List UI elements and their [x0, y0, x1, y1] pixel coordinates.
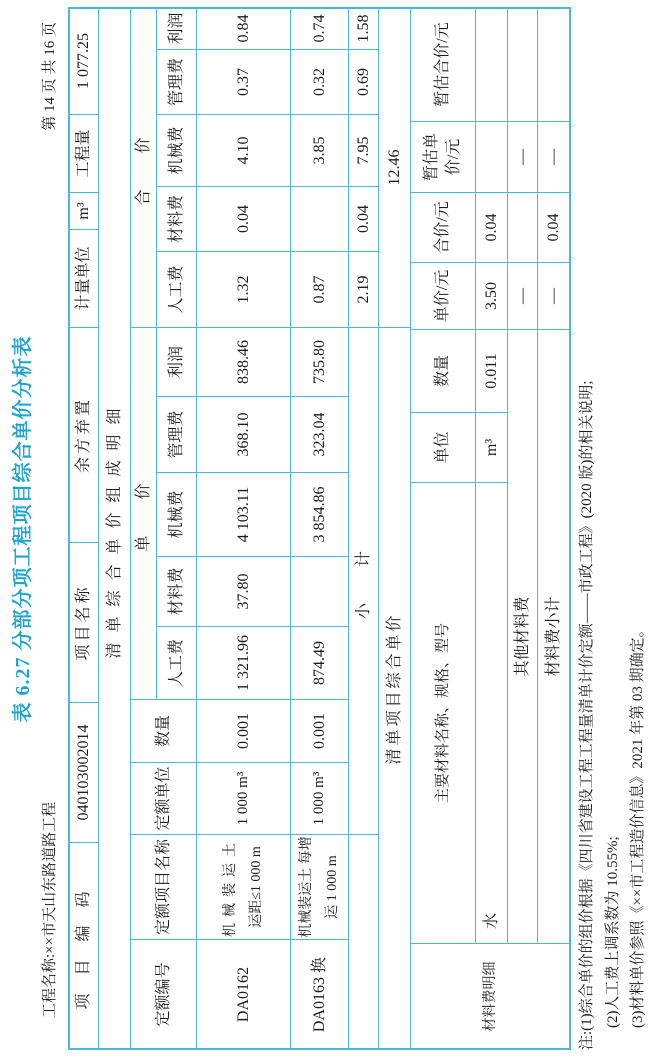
row1-qty: 0.001 — [196, 699, 291, 763]
subtotal-material: 0.04 — [348, 186, 379, 252]
row1-up-labor: 1 321.96 — [196, 626, 291, 700]
mat-item-unit-price: 3.50 — [475, 262, 508, 330]
mat-item-name: 水 — [475, 482, 508, 944]
col-qty: 数量 — [130, 699, 197, 763]
mat-col-est-total: 暂估合价/元 — [410, 7, 476, 122]
note-2: (2)人工费上调系数为 10.55%; — [605, 836, 621, 1028]
row1-quota-unit: 1 000 m³ — [196, 762, 291, 835]
mat-subtotal-unit-price: — — [537, 262, 571, 330]
row2-up-profit: 735.80 — [290, 327, 349, 397]
row2-tp-machine: 3.85 — [290, 114, 349, 187]
project-name-value: 余方弃置 — [68, 327, 99, 543]
list-price-value: 12.46 — [378, 7, 411, 328]
row2-quota-no: DA0163 换 — [290, 939, 349, 1050]
mat-item-est-total — [475, 7, 508, 122]
mat-subtotal-label: 材料费小计 — [537, 329, 571, 944]
row2-up-material — [290, 556, 349, 627]
mat-col-unit: 单位 — [410, 412, 476, 483]
col-up-profit: 利润 — [156, 327, 197, 397]
mat-col-unit-price: 单价/元 — [410, 262, 476, 330]
row2-name-line2: 运 1 000 m — [324, 855, 340, 919]
row1-up-profit: 838.46 — [196, 327, 291, 397]
list-price-label: 清单项目综合单价 — [378, 327, 411, 1050]
mat-other-total — [507, 192, 538, 263]
mat-other-est-total — [507, 7, 538, 122]
row1-quota-name — [196, 834, 291, 940]
row2-tp-profit: 0.74 — [290, 7, 349, 50]
row1-up-overhead: 368.10 — [196, 396, 291, 473]
subtotal-machine: 7.95 — [348, 114, 379, 187]
col-quota-no: 定额编号 — [130, 939, 197, 1050]
measure-unit-value: m³ — [68, 192, 99, 230]
note-3: (3)材料单价参照《××市工程造价信息》2021 年第 03 期确定。 — [630, 622, 646, 1028]
subtotal-labor: 2.19 — [348, 251, 379, 328]
col-quota-unit: 定额单位 — [130, 762, 197, 835]
col-quota-name: 定额项目名称 — [130, 834, 197, 940]
project-name-line: 工程名称:××市天山东路道路工程 — [42, 801, 58, 1018]
mat-col-name: 主要材料名称、规格、型号 — [410, 482, 476, 944]
row1-up-material: 37.80 — [196, 556, 291, 627]
row2-tp-overhead: 0.32 — [290, 49, 349, 115]
subtotal-profit: 1.58 — [348, 7, 379, 50]
mat-other-est-unit: — — [507, 121, 538, 193]
mat-item-total: 0.04 — [475, 192, 508, 263]
table-title: 表 6.27 分部分项工程项目综合单价分析表 — [12, 335, 34, 723]
row1-tp-labor: 1.32 — [196, 251, 291, 328]
mat-subtotal-total: 0.04 — [537, 192, 571, 263]
row1-quota-no: DA0162 — [196, 939, 291, 1050]
mat-other-label: 其他材料费 — [507, 329, 538, 944]
subtotal-overhead: 0.69 — [348, 49, 379, 115]
row1-tp-profit: 0.84 — [196, 7, 291, 50]
row1-tp-material: 0.04 — [196, 186, 291, 252]
row2-quota-name — [290, 834, 349, 940]
row2-tp-labor: 0.87 — [290, 251, 349, 328]
project-code-label: 项目编码 — [68, 842, 99, 1050]
col-tp-labor: 人工费 — [156, 251, 197, 328]
mat-item-est-unit — [475, 121, 508, 193]
mat-subtotal-est-unit: — — [537, 121, 571, 193]
col-tp-machine: 机械费 — [156, 114, 197, 187]
measure-unit-label: 计量单位 — [68, 229, 99, 328]
row2-qty: 0.001 — [290, 699, 349, 763]
group-total-price: 合 价 — [130, 7, 157, 328]
row2-up-machine: 3 854.86 — [290, 472, 349, 557]
quantity-label: 工程量 — [68, 114, 99, 193]
row2-tp-material — [290, 186, 349, 252]
mat-item-unit: m³ — [475, 412, 508, 483]
mat-subtotal-est-total — [537, 7, 571, 122]
mat-col-qty: 数量 — [410, 329, 476, 413]
row2-up-overhead: 323.04 — [290, 396, 349, 473]
group-unit-price: 单 价 — [130, 327, 157, 700]
subtotal-label: 小 计 — [348, 327, 379, 835]
row2-quota-unit: 1 000 m³ — [290, 762, 349, 835]
project-name-label: 项目名称 — [68, 542, 99, 703]
col-up-overhead: 管理费 — [156, 396, 197, 473]
materials-side-label: 材料费明细 — [410, 943, 571, 1050]
row1-up-machine: 4 103.11 — [196, 472, 291, 557]
mat-item-qty: 0.011 — [475, 329, 508, 413]
col-tp-profit: 利润 — [156, 7, 197, 50]
mat-col-total: 合价/元 — [410, 192, 476, 263]
col-up-machine: 机械费 — [156, 472, 197, 557]
col-tp-overhead: 管理费 — [156, 49, 197, 115]
subtotal-spacer — [348, 834, 379, 1050]
row1-name-line1: 机械装运土 — [223, 837, 239, 937]
row2-up-labor: 874.49 — [290, 626, 349, 700]
col-tp-material: 材料费 — [156, 186, 197, 252]
row2-name-line1: 机械装运土 每增 — [299, 836, 315, 938]
page-number: 第 14 页 共 16 页 — [42, 22, 58, 131]
col-up-material: 材料费 — [156, 556, 197, 627]
col-up-labor: 人工费 — [156, 626, 197, 700]
row1-name-line2: 运距≤1 000 m — [248, 846, 264, 928]
quantity-value: 1 077.25 — [68, 7, 99, 115]
note-1: 注:(1)综合单价的组价根据《四川省建设工程工程量清单计价定额——市政工程》(2020 版)的相关说明; — [579, 380, 595, 1050]
project-code-value: 040103002014 — [68, 702, 99, 843]
section-title: 清单综合单价组成明细 — [98, 7, 131, 1050]
mat-col-est-unit: 暂估单价/元 — [410, 121, 476, 193]
row1-tp-machine: 4.10 — [196, 114, 291, 187]
mat-other-unit-price: — — [507, 262, 538, 330]
row1-tp-overhead: 0.37 — [196, 49, 291, 115]
